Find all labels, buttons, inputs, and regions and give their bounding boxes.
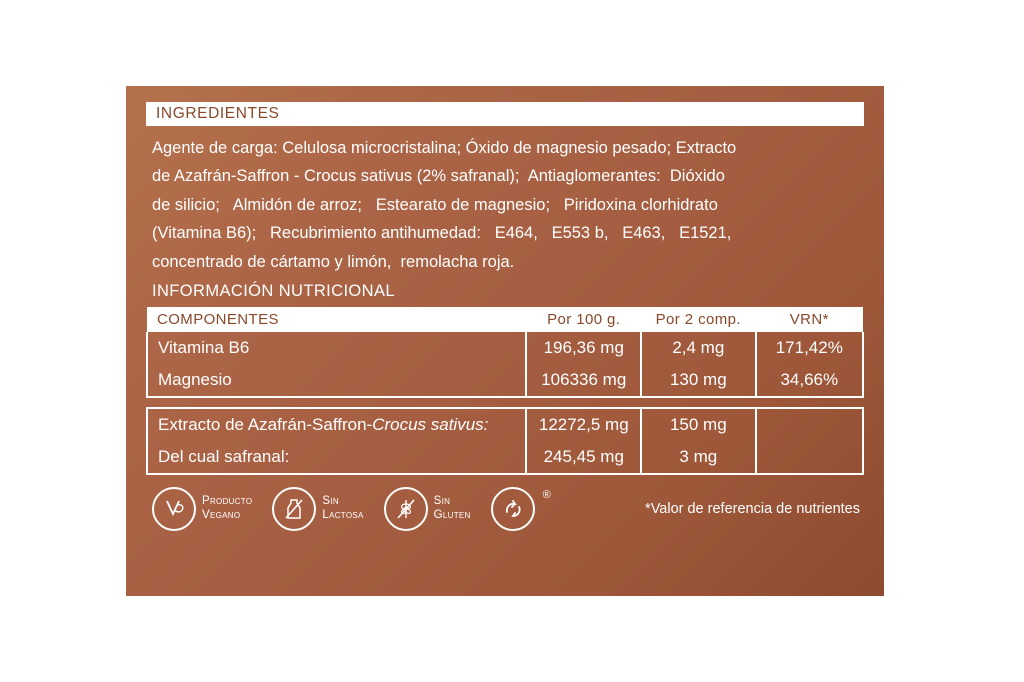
nutrition-heading: INFORMACIÓN NUTRICIONAL xyxy=(152,281,395,300)
row-vrn xyxy=(756,408,863,441)
row-per2: 130 mg xyxy=(641,364,756,397)
badge-vegan-line1: Producto xyxy=(202,495,253,508)
nutrition-table xyxy=(146,307,864,475)
row-per100: 12272,5 mg xyxy=(526,408,641,441)
row-per100: 106336 mg xyxy=(526,364,641,397)
vrn-footnote: *Valor de referencia de nutrientes xyxy=(645,500,860,517)
nutrition-label-panel xyxy=(126,86,884,596)
badge-vegan-line2: Vegano xyxy=(202,508,241,521)
registered-mark: ® xyxy=(542,488,551,501)
row-name-plain: Extracto de Azafrán-Saffron- xyxy=(158,414,373,434)
row-per2: 3 mg xyxy=(641,441,756,474)
table-header-per100: Por 100 g. xyxy=(526,307,641,332)
row-per100: 245,45 mg xyxy=(526,441,641,474)
badge-lactose-caption xyxy=(322,495,363,523)
table-row xyxy=(147,332,863,364)
ingredients-text: Agente de carga: Celulosa microcristalina; Óxido de magnesio pesado; Extracto de Azafrán-Saffron - Crocus sativus (2% safranal); Antiaglomerantes: Dióxido de silicio; Almidón de arroz; Estearato de magnesio; Piridoxina clorhidrato (Vitamina B6); Recubrimiento antihumedad: E464, E553 b, E463, E1521, concentrado de cártamo y limón, remolacha roja. xyxy=(152,139,737,271)
badge-lactose-free xyxy=(272,487,363,531)
badge-gluten-caption xyxy=(434,495,471,523)
badge-lactose-line2: Lactosa xyxy=(322,508,364,521)
badge-gluten-line2: Gluten xyxy=(433,508,471,521)
row-vrn: 34,66% xyxy=(756,364,863,397)
ingredients-heading-bar xyxy=(146,102,864,126)
row-per2: 150 mg xyxy=(641,408,756,441)
table-row xyxy=(147,441,863,474)
gluten-free-icon xyxy=(384,487,428,531)
row-name xyxy=(147,408,526,441)
table-header-row xyxy=(147,307,863,332)
badge-gluten-line1: Sin xyxy=(433,495,451,508)
badge-lactose-line1: Sin xyxy=(322,495,339,508)
row-name-italic: Crocus sativus: xyxy=(372,414,489,434)
vegan-icon xyxy=(152,487,196,531)
row-per2: 2,4 mg xyxy=(641,332,756,364)
row-name: Del cual safranal: xyxy=(147,441,526,474)
badge-strip xyxy=(146,487,864,531)
row-name: Magnesio xyxy=(147,364,526,397)
badge-vegan-caption xyxy=(202,495,252,523)
badge-gluten-free xyxy=(384,487,471,531)
row-vrn: 171,42% xyxy=(756,332,863,364)
badge-vegan xyxy=(152,487,252,531)
table-row xyxy=(147,408,863,441)
ingredients-heading: INGREDIENTES xyxy=(156,105,280,122)
table-group-gap xyxy=(147,397,863,408)
recycle-icon xyxy=(491,487,535,531)
row-vrn xyxy=(756,441,863,474)
row-per100: 196,36 mg xyxy=(526,332,641,364)
table-row xyxy=(147,364,863,397)
table-header-components: COMPONENTES xyxy=(147,307,526,332)
badge-recycle xyxy=(491,487,551,531)
table-header-vrn: VRN* xyxy=(756,307,863,332)
table-header-per2: Por 2 comp. xyxy=(641,307,756,332)
row-name: Vitamina B6 xyxy=(147,332,526,364)
lactose-free-icon xyxy=(272,487,316,531)
